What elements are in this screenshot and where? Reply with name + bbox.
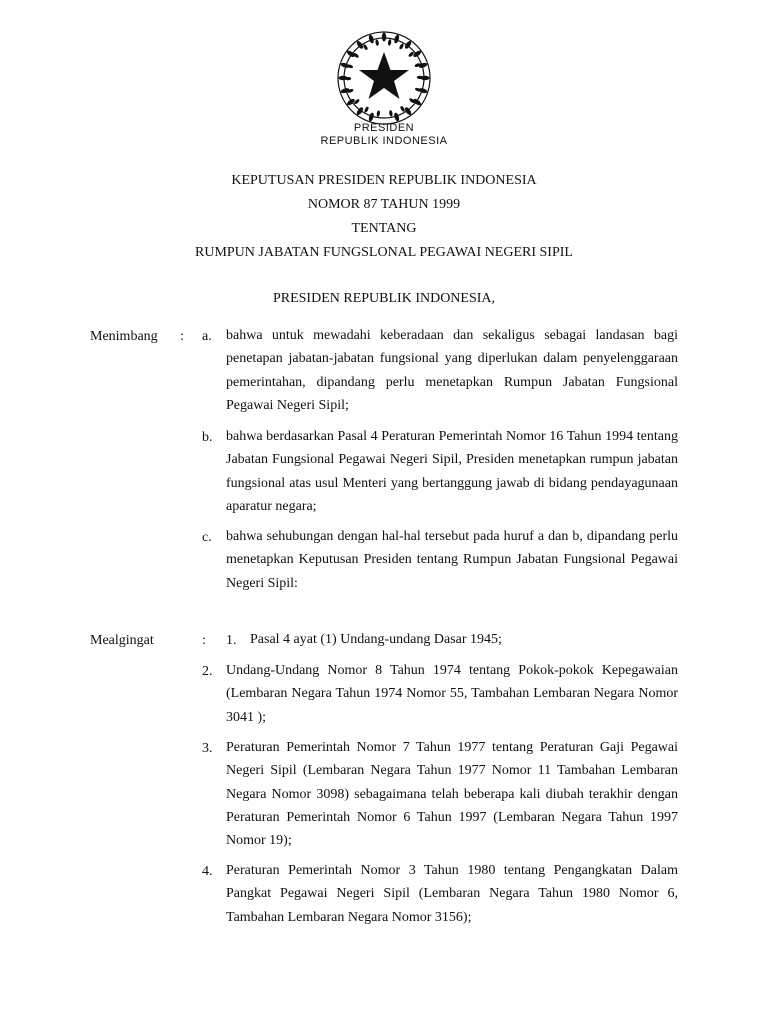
mealgingat-item-4: Peraturan Pemerintah Nomor 3 Tahun 1980 tentang Pengangkatan Dalam Pangkat Pegawai Negeri Sipil (Lembaran Negara Tahun 1980 Nomor 6, Tambahan Lembaran Negara Nomor 3156); xyxy=(226,863,678,925)
mealgingat-marker-1: 1. xyxy=(226,633,237,648)
menimbang-marker-b: b. xyxy=(202,430,213,445)
menimbang-marker-c: c. xyxy=(202,530,212,545)
mealgingat-marker-2: 2. xyxy=(202,664,213,679)
menimbang-label: Menimbang xyxy=(90,329,158,344)
menimbang-marker-a: a. xyxy=(202,329,212,344)
garuda-emblem-icon xyxy=(336,30,432,126)
mealgingat-item-3: Peraturan Pemerintah Nomor 7 Tahun 1977 tentang Peraturan Gaji Pegawai Negeri Sipil (Lembaran Negara Tahun 1977 Nomor 11 Tambahan Lembaran Negara Nomor 3098) sebagaimana telah beberapa kali diubah terakhir dengan Peraturan Pemerintah Nomor 6 Tahun 1997 (Lembaran Negara Tahun 1997 Nomor 19); xyxy=(226,740,678,849)
mealgingat-marker-4: 4. xyxy=(202,864,213,879)
decree-title: KEPUTUSAN PRESIDEN REPUBLIK INDONESIA xyxy=(231,173,537,188)
mealgingat-item-2: Undang-Undang Nomor 8 Tahun 1974 tentang Pokok-pokok Kepegawaian (Lembaran Negara Tahun 1974 Nomor 55, Tambahan Lembaran Negara Nomor 3041 ); xyxy=(226,663,678,725)
letterhead-republik: REPUBLIK INDONESIA xyxy=(320,135,448,147)
menimbang-item-a: bahwa untuk mewadahi keberadaan dan sekaligus sebagai landasan bagi penetapan jabatan-jabatan fungsional yang diperlukan dalam penyelenggaraan pemerintahan, dipandang perlu menetapkan Rumpun Jabatan Fungsional Pegawai Negeri Sipil; xyxy=(226,328,678,413)
letterhead-presiden: PRESIDEN xyxy=(353,122,415,134)
menimbang-item-c: bahwa sehubungan dengan hal-hal tersebut pada huruf a dan b, dipandang perlu menetapkan Keputusan Presiden tentang Rumpun Jabatan Fungsional Pegawai Negeri Sipil: xyxy=(226,529,678,591)
menimbang-colon: : xyxy=(180,329,184,344)
mealgingat-marker-3: 3. xyxy=(202,741,213,756)
decree-tentang: TENTANG xyxy=(351,221,417,236)
decree-subject: RUMPUN JABATAN FUNGSLONAL PEGAWAI NEGERI SIPIL xyxy=(195,245,573,260)
decree-number: NOMOR 87 TAHUN 1999 xyxy=(307,197,461,212)
issuer-line: PRESIDEN REPUBLIK INDONESIA, xyxy=(272,291,496,306)
mealgingat-item-1: Pasal 4 ayat (1) Undang-undang Dasar 1945; xyxy=(250,632,502,647)
mealgingat-colon: : xyxy=(202,633,206,648)
mealgingat-label: Mealgingat xyxy=(90,633,154,648)
menimbang-item-b: bahwa berdasarkan Pasal 4 Peraturan Pemerintah Nomor 16 Tahun 1994 tentang Jabatan Fungsional Pegawai Negeri Sipil, Presiden menetapkan rumpun jabatan fungsional atas usul Menteri yang bertanggung jawab di bidang pendayagunaan aparatur negara; xyxy=(226,429,678,514)
